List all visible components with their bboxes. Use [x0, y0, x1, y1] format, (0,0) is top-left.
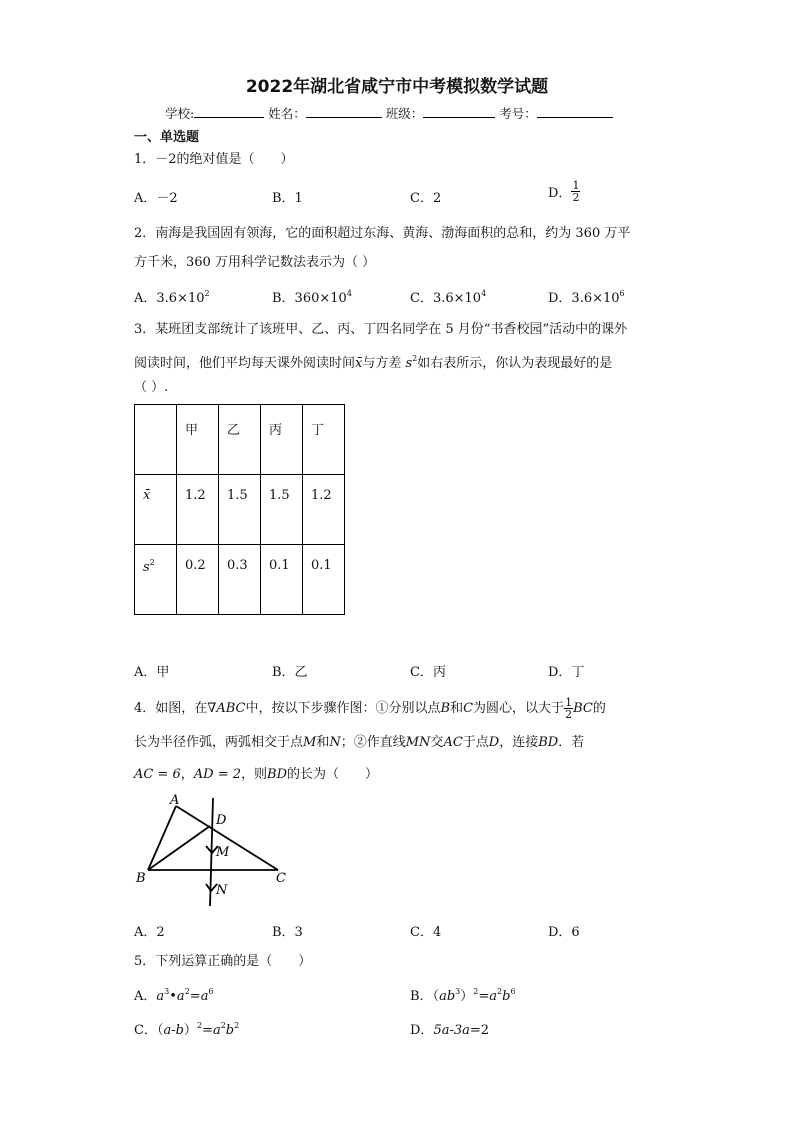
exam-number-blank[interactable] [537, 104, 613, 118]
q2-option-b [272, 287, 352, 306]
section-heading: 一、单选题 [134, 130, 200, 145]
fraction-denominator: 2 [565, 708, 573, 721]
term: 5a-3a [433, 1023, 470, 1038]
q4-text: 4．如图，在 [134, 701, 208, 716]
segment-bd-symbol: BD [538, 735, 559, 750]
class-blank[interactable] [423, 104, 495, 118]
q4-option-a: A．2 [134, 925, 165, 940]
q3-text-c: 如右表所示，你认为表现最好的是 [417, 356, 613, 371]
q4-text: 的长为（ ） [287, 767, 379, 782]
question-4-line-1 [134, 697, 606, 720]
q2-d-exponent: 6 [619, 289, 625, 298]
table-row-variance [135, 545, 345, 615]
exponent: 6 [510, 987, 516, 996]
fraction-numerator: 1 [572, 179, 580, 192]
q5-option-a [134, 985, 214, 1004]
q4-text: ．若 [558, 735, 585, 750]
label-b: B [136, 871, 146, 886]
equals: = [478, 989, 490, 1004]
question-3-line-3: （ ）. [134, 380, 169, 395]
term: b [502, 989, 511, 1004]
table-cell: 1.5 [261, 475, 303, 545]
term: a [200, 989, 209, 1004]
variance-symbol: s [405, 356, 413, 371]
row-label-variance [135, 545, 177, 615]
exponent: 6 [208, 987, 214, 996]
q2-b-exponent: 4 [346, 289, 352, 298]
q3-option-d: D．丁 [548, 665, 585, 680]
fraction-denominator: 2 [572, 191, 580, 204]
paren: ） [460, 989, 474, 1004]
name-label: 姓名： [268, 106, 306, 121]
half-fraction [564, 697, 573, 720]
q5-option-c [134, 1019, 239, 1038]
question-4-line-2 [134, 733, 584, 753]
equals-result: =2 [469, 1023, 490, 1038]
equals: = [189, 989, 201, 1004]
q2-c-base: C．3.6×10 [410, 291, 482, 306]
exponent: 2 [220, 1021, 226, 1030]
table-header-cell: 甲 [177, 405, 219, 475]
label-m: M [216, 845, 230, 860]
q2-option-a [134, 287, 210, 306]
point-n-symbol: N [329, 735, 341, 750]
option-prefix: A． [134, 989, 157, 1004]
exponent: 3 [455, 987, 461, 996]
q4-text: 为圆心，以大于 [473, 701, 565, 716]
segment-bd-symbol: BD [267, 767, 288, 782]
ac-equation: AC = 6 [134, 767, 181, 782]
q2-option-c [410, 287, 486, 306]
student-info-line [165, 104, 613, 122]
q4-option-d: D．6 [548, 925, 580, 940]
q2-a-base: A．3.6×10 [134, 291, 205, 306]
term: ab [439, 989, 456, 1004]
table-corner-cell [135, 405, 177, 475]
q2-c-exponent: 4 [481, 289, 487, 298]
dot-operator: • [169, 989, 177, 1004]
ad-equation: AD = 2 [193, 767, 242, 782]
q4-text: 长为半径作弧，两弧相交于点 [134, 735, 304, 750]
q4-text: 的 [592, 701, 606, 716]
segment-bc-symbol: BC [573, 701, 593, 716]
line-mn-symbol: MN [405, 735, 431, 750]
table-cell: 0.1 [303, 545, 345, 615]
term: a [489, 989, 498, 1004]
q4-text: 交 [430, 735, 444, 750]
table-cell: 0.3 [219, 545, 261, 615]
term: b [225, 1023, 235, 1038]
name-blank[interactable] [306, 104, 382, 118]
option-prefix: C．（ [134, 1023, 164, 1038]
point-b-symbol: B [440, 701, 451, 716]
variance-exponent: 2 [149, 558, 155, 567]
option-prefix: B．（ [410, 989, 440, 1004]
school-label: 学校: [165, 106, 195, 121]
question-3-line-2 [134, 349, 612, 374]
q2-d-base: D．3.6×10 [548, 291, 620, 306]
q3-text-b: 与方差 [362, 356, 406, 371]
class-label: 班级： [385, 106, 424, 121]
table-header-cell: 乙 [219, 405, 261, 475]
table-cell: 1.2 [177, 475, 219, 545]
x-bar-symbol: x̄ [355, 356, 363, 371]
q1-option-a: A．－2 [134, 191, 178, 206]
paren: ） [183, 1023, 197, 1038]
table-header-cell: 丙 [261, 405, 303, 475]
q1-option-d-fraction [571, 180, 580, 203]
q3-option-a: A．甲 [134, 665, 170, 680]
q2-b-base: B．360×10 [272, 291, 347, 306]
page-title: 2022年湖北省咸宁市中考模拟数学试题 [245, 77, 549, 97]
q4-text: 中，按以下步骤作图：①分别以点 [245, 701, 441, 716]
q2-a-exponent: 2 [204, 289, 210, 298]
q4-option-c: C．4 [410, 925, 442, 940]
label-d: D [216, 813, 227, 828]
exponent: 3 [164, 987, 170, 996]
question-2-line-1: 2．南海是我国固有领海，它的面积超过东海、黄海、渤海面积的总和，约为 360 万平 [134, 226, 631, 241]
exam-number-label: 考号： [499, 106, 537, 121]
q4-text: 于点 [462, 735, 489, 750]
q4-text: 和 [316, 735, 330, 750]
question-2-line-2: 方千米，360 万用科学记数法表示为（ ） [134, 255, 376, 270]
variance-symbol: s [143, 560, 150, 575]
q4-text: ，则 [241, 767, 268, 782]
q4-text: ， [180, 767, 194, 782]
option-prefix: D． [410, 1023, 434, 1038]
point-m-symbol: M [303, 735, 317, 750]
table-cell: 1.5 [219, 475, 261, 545]
statistics-table [134, 404, 345, 615]
school-blank[interactable] [194, 104, 264, 118]
variance-exponent: 2 [412, 354, 418, 363]
term: a [212, 1023, 221, 1038]
q4-text: ，连接 [499, 735, 539, 750]
q4-option-b: B．3 [272, 925, 303, 940]
exponent: 2 [473, 987, 479, 996]
label-a: A [170, 793, 180, 808]
term: a [156, 989, 165, 1004]
fraction-numerator: 1 [565, 696, 573, 709]
exponent: 2 [497, 987, 503, 996]
q2-option-d [548, 287, 625, 306]
table-cell: 0.2 [177, 545, 219, 615]
q4-text: 和 [450, 701, 464, 716]
table-cell: 0.1 [261, 545, 303, 615]
label-c: C [276, 871, 286, 886]
triangle-construction-figure [128, 790, 298, 910]
triangle-symbol: ∇ABC [207, 701, 246, 716]
segment-ac-symbol: AC [443, 735, 463, 750]
exponent: 2 [196, 1021, 203, 1030]
question-3-line-1: 3．某班团支部统计了该班甲、乙、丙、丁四名同学在 5 月份“书香校园”活动中的课外 [134, 322, 628, 337]
point-c-symbol: C [463, 701, 474, 716]
q3-option-b: B．乙 [272, 665, 308, 680]
q5-option-b [410, 985, 516, 1004]
q1-option-d [548, 180, 580, 203]
question-4-line-3 [134, 765, 378, 785]
q3-option-c: C．丙 [410, 665, 446, 680]
table-row-mean [135, 475, 345, 545]
table-header-row [135, 405, 345, 475]
x-bar-symbol: x̄ [143, 488, 151, 503]
q5-option-d [410, 1019, 489, 1038]
exponent: 2 [234, 1021, 240, 1030]
q3-text-a: 阅读时间，他们平均每天课外阅读时间 [134, 356, 356, 371]
question-5-stem: 5．下列运算正确的是（ ） [134, 954, 312, 969]
term: a [176, 989, 185, 1004]
row-label-mean [135, 475, 177, 545]
q4-text: ；②作直线 [340, 735, 406, 750]
equals: = [202, 1023, 213, 1038]
term: a-b [163, 1023, 184, 1038]
exponent: 2 [184, 987, 190, 996]
q1-option-d-prefix: D． [548, 186, 572, 201]
q1-option-c: C．2 [410, 191, 442, 206]
question-1-stem: 1．－2的绝对值是（ ） [134, 152, 294, 167]
label-n: N [216, 883, 228, 898]
point-d-symbol: D [488, 735, 500, 750]
table-header-cell: 丁 [303, 405, 345, 475]
segment-ac [176, 806, 278, 870]
q1-option-b: B．1 [272, 191, 303, 206]
table-cell: 1.2 [303, 475, 345, 545]
